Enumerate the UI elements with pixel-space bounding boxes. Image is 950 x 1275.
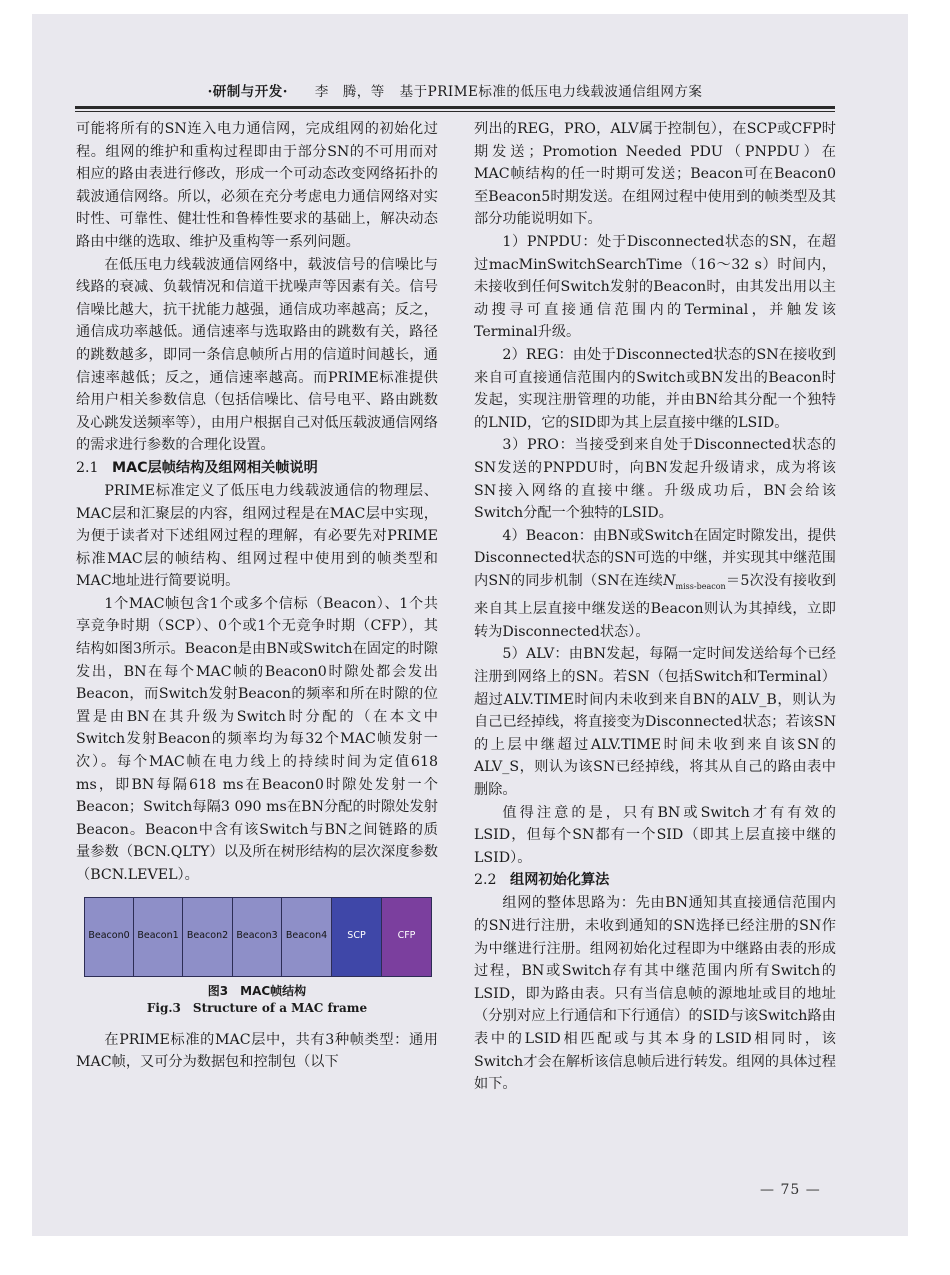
header-rule-thick — [75, 106, 835, 109]
frame-cell-beacon0: Beacon0 — [84, 897, 134, 977]
left-column — [76, 118, 438, 1074]
section-title: 组网初始化算法 — [510, 872, 610, 889]
frame-cell-cfp: CFP — [381, 897, 432, 977]
paragraph: 5）ALV：由BN发起，每隔一定时间发送给每个已经注册到网络上的SN。若SN（包括Switch和Terminal）超过ALV.TIME时间内未收到来自BN的ALV_B，则认为自己已经掉线，将直接变为Disconnected状态；若该SN的上层中继超过ALV.TIME时间未收到来自该SN的ALV_S，则认为该SN已经掉线，将其从自己的路由表中删除。 — [474, 646, 836, 799]
paragraph — [474, 525, 836, 644]
section-title: MAC层帧结构及组网相关帧说明 — [112, 459, 318, 476]
paragraph: 3）PRO：当接受到来自处于Disconnected状态的SN发送的PNPDU时，向BN发起升级请求，成为将该SN接入网络的直接中继。升级成功后，BN会给该Switch分配一个独特的LSID。 — [474, 437, 836, 522]
text-run: ＝5次没有接收到来自其上层直接中继发送的Beacon则认为其掉线，立即转为Disconnected状态）。 — [474, 572, 836, 640]
paragraph: 1个MAC帧包含1个或多个信标（Beacon）、1个共享竞争时期（SCP）、0个或1个无竞争时期（CFP），其结构如图3所示。Beacon是由BN或Switch在固定的时隙发出，BN在每个MAC帧的Beacon0时隙处都会发出Beacon，而Switch发射Beacon的频率和所在时隙的位置是由BN在其升级为Switch时分配的（在本文中Switch发射Beacon的频率均为每32个MAC帧发射一次）。每个MAC帧在电力线上的持续时间为定值618 ms，即BN每隔618 ms在Beacon0时隙处发射一个Beacon；Switch每隔3 090 ms在BN分配的时隙处发射Beacon。Beacon中含有该Switch与BN之间链路的质量参数（BCN.QLTY）以及所在树形结构的层次深度参数（BCN.LEVEL）。 — [76, 595, 438, 883]
frame-cell-beacon1: Beacon1 — [133, 897, 183, 977]
paragraph: 可能将所有的SN连入电力通信网，完成组网的初始化过程。组网的维护和重构过程即由于部分SN的不可用而对相应的路由表进行修改，形成一个可动态改变网络拓扑的载波通信网络。所以，必须在充分考虑电力通信网络对实时性、可靠性、健壮性和鲁棒性要求的基础上，解决动态路由中继的选取、维护及重构等一系列问题。 — [76, 121, 438, 250]
frame-cell-beacon2: Beacon2 — [182, 897, 233, 977]
right-column — [474, 118, 836, 1096]
page-number: — 75 — — [760, 1182, 821, 1198]
header-authors: 李 腾，等 — [314, 84, 385, 100]
section-number: 2.2 — [474, 872, 497, 889]
math-subscript: miss-beacon — [675, 581, 726, 591]
paragraph: 2）REG：由处于Disconnected状态的SN在接收到来自可直接通信范围内的Switch或BN发出的Beacon时发起，实现注册管理的功能，并由BN给其分配一个独特的LNID，它的SID即为其上层直接中继的LSID。 — [474, 346, 836, 431]
paragraph: 在低压电力线载波通信网络中，载波信号的信噪比与线路的衰减、负载情况和信道干扰噪声等因素有关。信号信噪比越大，抗干扰能力越强，通信成功率越高；反之，通信成功率越低。通信速率与选取路由的跳数有关，路径的跳数越多，即同一条信息帧所占用的信道时间越长，通信速率越低；反之，通信速率越高。而PRIME标准提供给用户相关参数信息（包括信噪比、信号电平、路由跳数及心跳发送频率等），由用户根据自己对低压载波通信网络的需求进行参数的合理化设置。 — [76, 256, 438, 454]
paragraph: 在PRIME标准的MAC层中，共有3种帧类型：通用MAC帧，又可分为数据包和控制包（以下 — [76, 1031, 438, 1071]
section-heading-2-2 — [474, 869, 836, 892]
section-heading-2-1 — [76, 457, 438, 480]
header-title: 基于PRIME标准的低压电力线载波通信组网方案 — [399, 84, 703, 100]
paragraph: 组网的整体思路为：先由BN通知其直接通信范围内的SN进行注册，未收到通知的SN选择已经注册的SN作为中继进行注册。组网初始化过程即为中继路由表的形成过程，BN或Switch存有其中继范围内所有Switch的LSID，即为路由表。只有当信息帧的源地址或目的地址（分别对应上行通信和下行通信）的SID与该Switch路由表中的LSID相匹配或与其本身的LSID相同时，该Switch才会在解析该信息帧后进行转发。组网的具体过程如下。 — [474, 895, 836, 1093]
paragraph: 值得注意的是，只有BN或Switch才有有效的LSID，但每个SN都有一个SID（即其上层直接中继的LSID）。 — [474, 804, 836, 866]
frame-cell-beacon3: Beacon3 — [232, 897, 282, 977]
math-variable: N — [663, 572, 676, 589]
running-header — [75, 80, 835, 100]
text-run: 4）Beacon：由BN或Switch在固定时隙发出，提供Disconnected状态的SN可选的中继，并实现其中继范围内SN的同步机制（SN在连续 — [474, 527, 836, 589]
figure-caption — [76, 983, 438, 1017]
frame-cell-beacon4: Beacon4 — [281, 897, 332, 977]
paragraph: PRIME标准定义了低压电力线载波通信的物理层、MAC层和汇聚层的内容，组网过程是在MAC层中实现，为便于读者对下述组网过程的理解，有必要先对PRIME标准MAC层的帧结构、组网过程中使用到的帧类型和MAC地址进行简要说明。 — [76, 482, 438, 590]
paragraph: 列出的REG，PRO，ALV属于控制包），在SCP或CFP时期发送；Promotion Needed PDU（PNPDU）在MAC帧结构的任一时期可发送；Beacon可在Beacon0至Beacon5时期发送。在组网过程中使用到的帧类型及其部分功能说明如下。 — [474, 121, 836, 228]
paragraph: 1）PNPDU：处于Disconnected状态的SN，在超过macMinSwitchSearchTime（16～32 s）时间内，未接收到任何Switch发射的Beacon时，由其发出用以主动搜寻可直接通信范围内的Terminal，并触发该Terminal升级。 — [474, 233, 836, 341]
header-rule-thin — [75, 111, 835, 112]
figure-caption-cn: 图3 MAC帧结构 — [207, 983, 307, 998]
header-section: ·研制与开发· — [207, 84, 289, 100]
figure-caption-en: Fig.3 Structure of a MAC frame — [146, 1000, 368, 1015]
frame-cell-scp: SCP — [331, 897, 382, 977]
mac-frame-figure — [84, 897, 432, 979]
section-number: 2.1 — [76, 459, 99, 476]
